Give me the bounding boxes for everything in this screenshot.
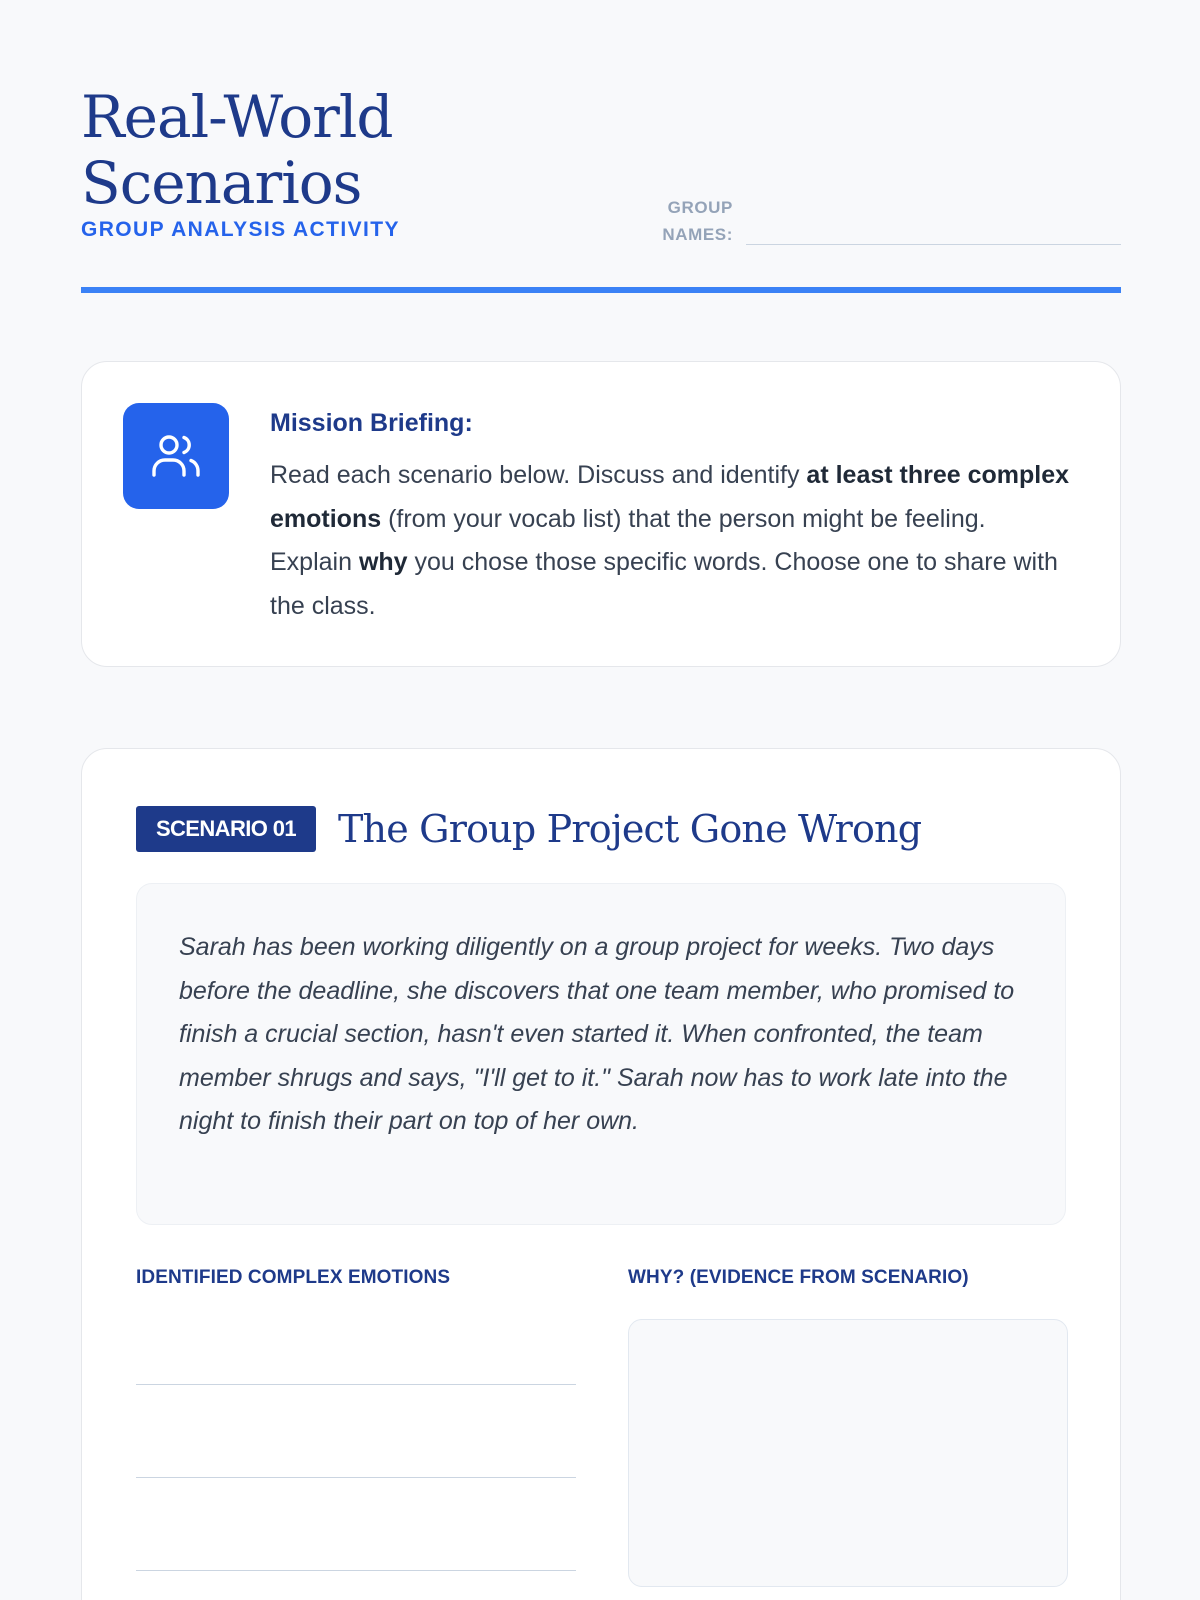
emotion-answer-line[interactable] [136,1384,576,1385]
scenario-badge: SCENARIO 01 [136,806,316,852]
scenario-card [81,748,1121,1600]
emotions-heading: IDENTIFIED COMPLEX EMOTIONS [136,1267,451,1288]
header-divider [81,287,1121,293]
evidence-answer-box[interactable] [628,1319,1068,1587]
briefing-instructions [270,454,1070,628]
briefing-text-part: Read each scenario below. Discuss and identify [270,461,807,489]
emotion-answer-line[interactable] [136,1570,576,1571]
briefing-emphasis: at least three complex emotions [270,461,1070,533]
briefing-heading: Mission Briefing: [270,409,473,437]
group-names-label: GROUP NAMES: [662,198,733,244]
briefing-text [270,406,1070,628]
page-subtitle: GROUP ANALYSIS ACTIVITY [81,218,400,241]
briefing-text-part: (from your vocab list) that the person might be feeling. Explain [270,504,986,576]
page-title: Real-World Scenarios [81,83,393,217]
mission-briefing-card [81,361,1121,667]
evidence-heading: WHY? (EVIDENCE FROM SCENARIO) [628,1267,969,1288]
emotion-answer-line[interactable] [136,1477,576,1478]
group-names-field [651,194,1121,250]
scenario-story-text: Sarah has been working diligently on a group project for weeks. Two days before the deadline, she discovers that one team member, who promised to finish a crucial section, hasn't even started it. When confronted, the team member shrugs and says, "I'll get to it." Sarah now has to work late into the night to finish their part on top of her own. [179,933,1015,1135]
users-icon [123,403,229,509]
briefing-text-part: you chose those specific words. Choose one to share with the class. [270,548,1058,620]
group-names-input-line[interactable] [746,244,1121,245]
scenario-title: The Group Project Gone Wrong [338,807,922,851]
worksheet-header [81,84,1121,294]
briefing-emphasis: why [358,548,408,576]
scenario-story-box [136,883,1066,1225]
